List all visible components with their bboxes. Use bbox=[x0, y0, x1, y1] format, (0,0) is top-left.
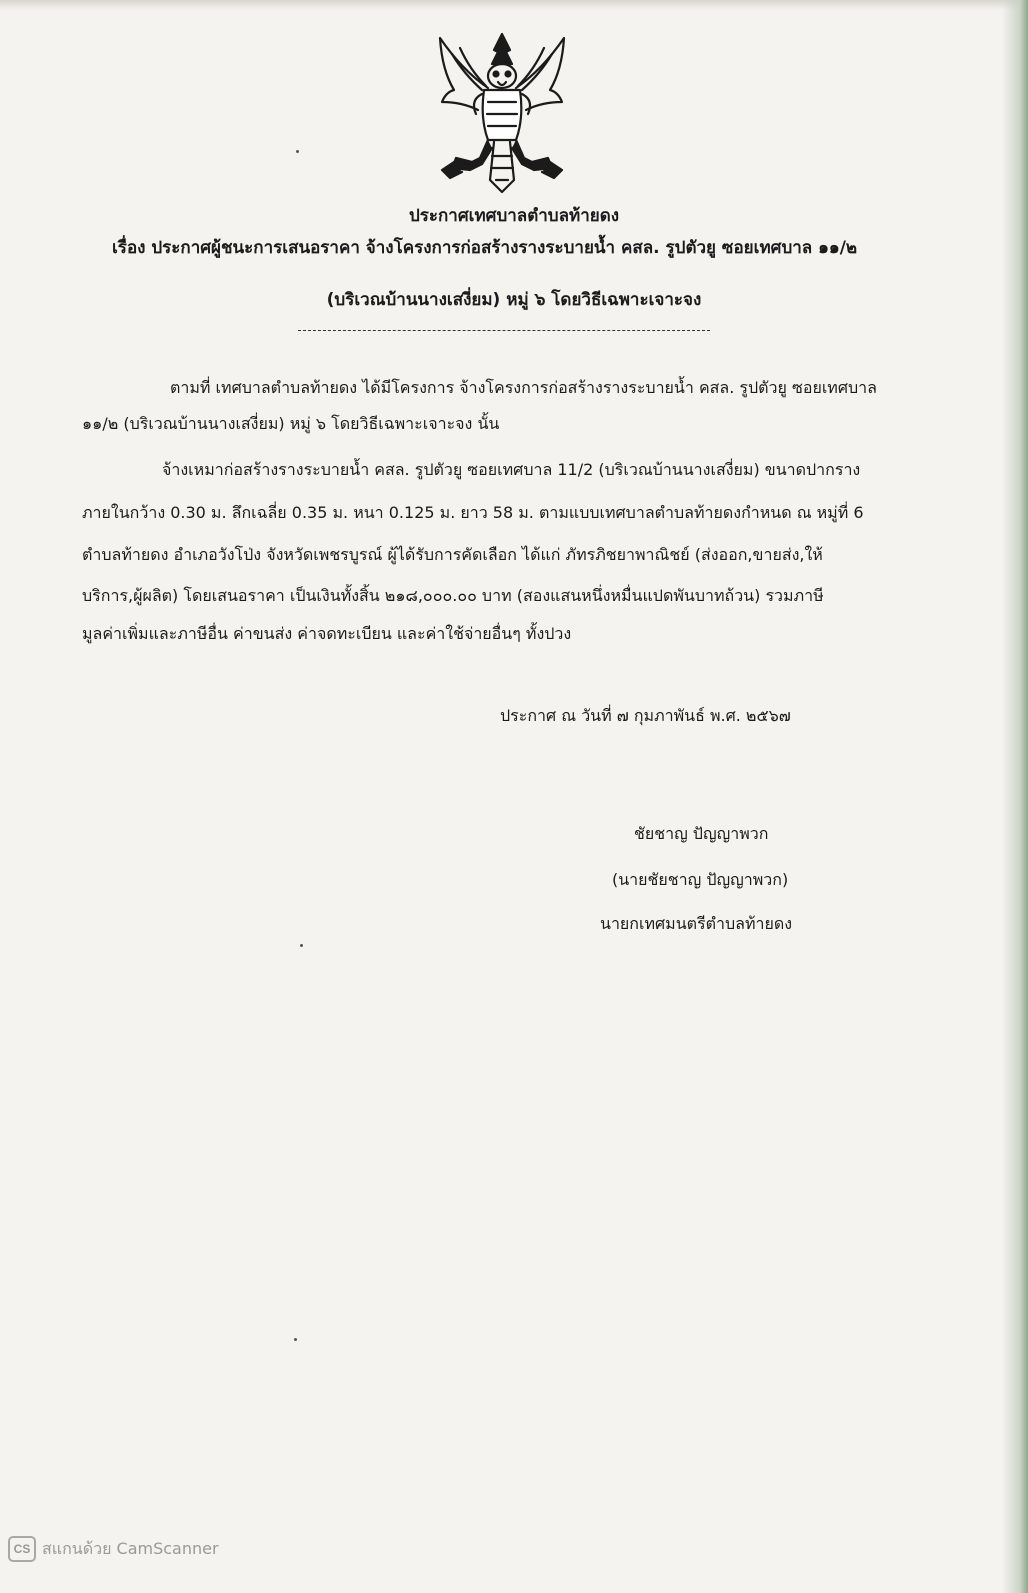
signature: ชัยชาญ ปัญญาพวก bbox=[634, 824, 769, 843]
scan-top-edge bbox=[0, 0, 1028, 10]
garuda-emblem-icon bbox=[432, 30, 572, 198]
paragraph-2-line: ภายในกว้าง 0.30 ม. ลึกเฉลี่ย 0.35 ม. หนา 0.125 ม. ยาว 58 ม. ตามแบบเทศบาลตำบลท้ายดงกำหนด ณ หมู่ที่ 6 bbox=[82, 503, 864, 522]
scan-speck bbox=[296, 150, 299, 153]
paragraph-2-line: มูลค่าเพิ่มและภาษีอื่น ค่าขนส่ง ค่าจดทะเบียน และค่าใช้จ่ายอื่นๆ ทั้งปวง bbox=[82, 624, 572, 643]
paragraph-2-line: จ้างเหมาก่อสร้างรางระบายน้ำ คสล. รูปตัวยู ซอยเทศบาล 11/2 (บริเวณบ้านนางเสงี่ยม) ขนาดปากราง bbox=[162, 460, 861, 479]
announcement-title: ประกาศเทศบาลตำบลท้ายดง bbox=[408, 206, 620, 226]
paragraph-1-line: ๑๑/๒ (บริเวณบ้านนางเสงี่ยม) หมู่ ๖ โดยวิธีเฉพาะเจาะจง นั้น bbox=[82, 414, 500, 433]
camscanner-watermark bbox=[8, 1536, 219, 1562]
subject-line-1: เรื่อง ประกาศผู้ชนะการเสนอราคา จ้างโครงการก่อสร้างรางระบายน้ำ คสล. รูปตัวยู ซอยเทศบาล ๑๑/๒ bbox=[112, 238, 858, 258]
paragraph-2-line: บริการ,ผู้ผลิต) โดยเสนอราคา เป็นเงินทั้งสิ้น ๒๑๘,๐๐๐.๐๐ บาท (สองแสนหนึ่งหมื่นแปดพันบาทถ้วน) รวมภาษี bbox=[82, 586, 824, 605]
signer-name: (นายชัยชาญ ปัญญาพวก) bbox=[612, 870, 789, 889]
scan-right-edge bbox=[1002, 0, 1028, 1593]
scan-speck bbox=[294, 1338, 297, 1341]
subject-line-2: (บริเวณบ้านนางเสงี่ยม) หมู่ ๖ โดยวิธีเฉพาะเจาะจง bbox=[326, 290, 702, 310]
paragraph-2-line: ตำบลท้ายดง อำเภอวังโป่ง จังหวัดเพชรบูรณ์ ผู้ได้รับการคัดเลือก ได้แก่ ภัทรภิชยาพาณิชย์ (ส่งออก,ขายส่ง,ให้ bbox=[82, 545, 823, 564]
camscanner-label: สแกนด้วย CamScanner bbox=[42, 1538, 219, 1558]
announcement-date: ประกาศ ณ วันที่ ๗ กุมภาพันธ์ พ.ศ. ๒๕๖๗ bbox=[500, 706, 791, 725]
scan-speck bbox=[300, 944, 303, 947]
signer-position: นายกเทศมนตรีตำบลท้ายดง bbox=[600, 914, 793, 933]
dashed-divider bbox=[298, 330, 710, 331]
paragraph-1-line: ตามที่ เทศบาลตำบลท้ายดง ได้มีโครงการ จ้างโครงการก่อสร้างรางระบายน้ำ คสล. รูปตัวยู ซอยเทศบาล bbox=[170, 378, 877, 397]
camscanner-icon: CS bbox=[8, 1536, 36, 1562]
